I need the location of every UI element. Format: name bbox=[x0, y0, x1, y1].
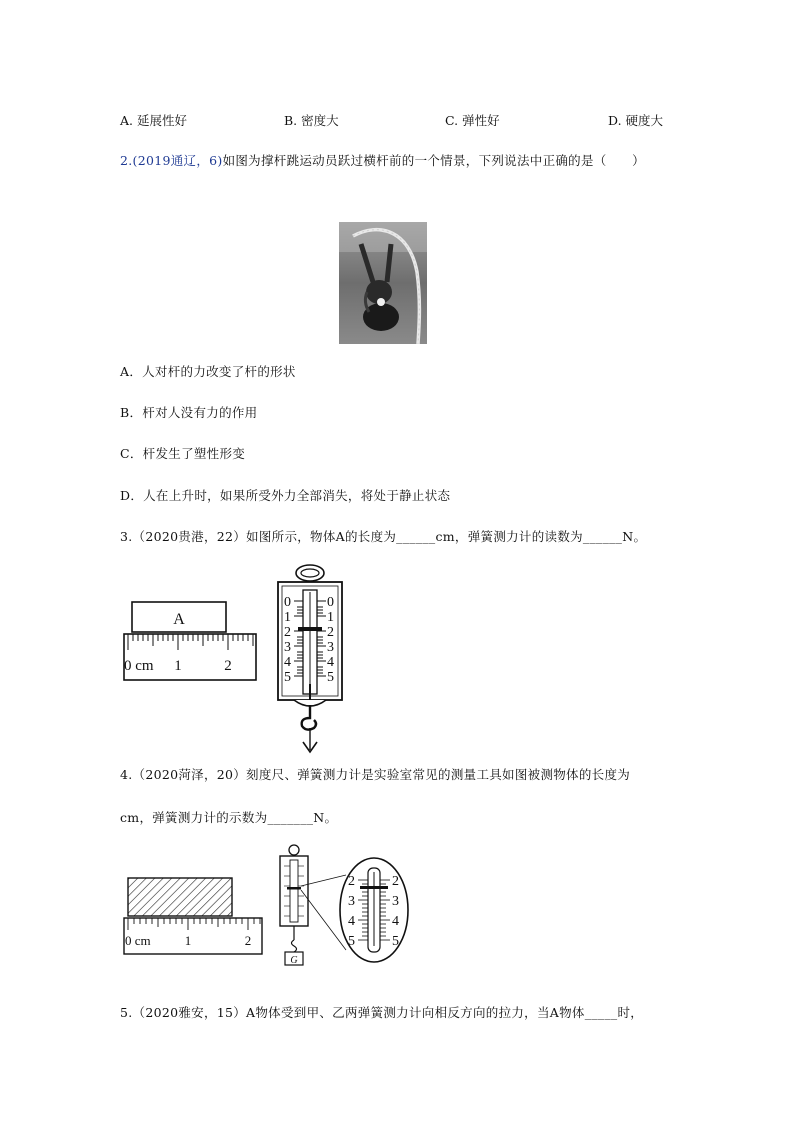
zoom-left-4: 4 bbox=[348, 914, 355, 929]
scale-left-0: 0 bbox=[284, 595, 291, 610]
ruler-label-one: 1 bbox=[174, 658, 182, 674]
scale-left-3: 3 bbox=[284, 640, 291, 655]
q5-stem: 5.（2020雅安，15）A物体受到甲、乙两弹簧测力计向相反方向的拉力，当A物体_____时， bbox=[120, 1005, 644, 1020]
q1-option-d: D. 硬度大 bbox=[608, 113, 664, 128]
zoom-right-2: 2 bbox=[392, 874, 399, 889]
scale-left-1: 1 bbox=[284, 610, 291, 625]
scale-left-2: 2 bbox=[284, 625, 291, 640]
q3-spring-scale-figure bbox=[270, 560, 350, 756]
q3-stem: 3.（2020贵港，22）如图所示，物体A的长度为______cm，弹簧测力计的读数为______N。 bbox=[120, 529, 647, 544]
q3-ruler-figure bbox=[120, 598, 260, 684]
q2-option-b: B．杆对人没有力的作用 bbox=[120, 405, 258, 420]
q4-ruler-figure bbox=[120, 870, 264, 958]
ruler-label-two: 2 bbox=[224, 658, 232, 674]
zoom-left-5: 5 bbox=[348, 934, 355, 949]
ruler-label-zero: 0 cm bbox=[124, 658, 154, 674]
q4-ruler-label-two: 2 bbox=[244, 933, 252, 948]
q4-ruler-label-one: 1 bbox=[184, 933, 192, 948]
weight-g-label: G bbox=[290, 955, 298, 966]
scale-right-2: 2 bbox=[327, 625, 334, 640]
zoom-left-3: 3 bbox=[348, 894, 355, 909]
zoom-right-5: 5 bbox=[392, 934, 399, 949]
q2-option-a: A．人对杆的力改变了杆的形状 bbox=[120, 364, 296, 379]
scale-left-5: 5 bbox=[284, 670, 291, 685]
scale-right-4: 4 bbox=[327, 655, 334, 670]
block-a-label: A bbox=[173, 611, 185, 628]
scale-right-1: 1 bbox=[327, 610, 334, 625]
q2-option-d: D．人在上升时，如果所受外力全部消失，将处于静止状态 bbox=[120, 488, 451, 503]
q1-option-a: A. 延展性好 bbox=[120, 113, 187, 128]
pole-vault-photo bbox=[339, 222, 427, 344]
zoom-left-2: 2 bbox=[348, 874, 355, 889]
zoom-right-3: 3 bbox=[392, 894, 399, 909]
q4-stem-line2: cm，弹簧测力计的示数为_______N。 bbox=[120, 810, 338, 825]
q1-option-b: B. 密度大 bbox=[284, 113, 339, 128]
q2-stem bbox=[120, 151, 645, 169]
q2-number: 2. bbox=[120, 153, 133, 168]
q4-ruler-label-zero: 0 cm bbox=[125, 933, 151, 948]
scale-right-0: 0 bbox=[327, 595, 334, 610]
scale-right-3: 3 bbox=[327, 640, 334, 655]
q4-stem-line1: 4.（2020菏泽，20）刻度尺、弹簧测力计是实验室常见的测量工具如图被测物体的长度为 bbox=[120, 767, 631, 782]
zoom-right-4: 4 bbox=[392, 914, 399, 929]
q4-spring-scale-figure bbox=[274, 842, 414, 970]
scale-left-4: 4 bbox=[284, 655, 291, 670]
q2-source: (2019通辽，6) bbox=[132, 153, 223, 168]
q2-option-c: C．杆发生了塑性形变 bbox=[120, 446, 246, 461]
q1-option-c: C. 弹性好 bbox=[445, 113, 500, 128]
q2-question: 如图为撑杆跳运动员跃过横杆前的一个情景，下列说法中正确的是（ ） bbox=[222, 153, 645, 168]
scale-right-5: 5 bbox=[327, 670, 334, 685]
